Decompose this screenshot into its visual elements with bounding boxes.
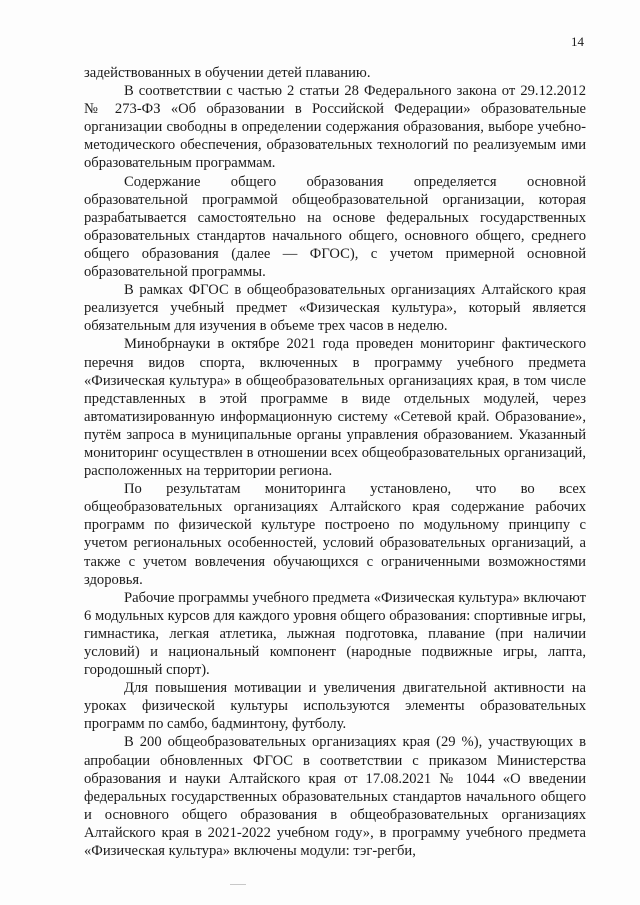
paragraph-approbation: В 200 общеобразовательных организациях края (29 %), участвующих в апробации обновленных ФГОС в соответствии с приказом Министерства образования и науки Алтайского края от 17.08.2021 № 1044 «О введении федеральных государственных образовательных стандартов начального общего и основного общего образования в общеобразовательных организациях Алтайского края в 2021-2022 учебном году», в программу учебного предмета «Физическая культура» включены модули: тэг-регби, <box>84 734 586 860</box>
paragraph-monitoring: Минобрнауки в октябре 2021 года проведен мониторинг фактического перечня видов спорта, включенных в программу учебного предмета «Физическая культура» в общеобразовательных организациях края, в том числе представленных в этой программе в виде отдельных модулей, через автоматизированную информационную систему «Сетевой край. Образование», путём запроса в муниципальные органы управления образованием. Указанный мониторинг осуществлен в отношении всех общеобразовательных организаций, расположенных на территории региона. <box>84 336 586 480</box>
document-body <box>84 64 586 860</box>
paragraph-motivation: Для повышения мотивации и увеличения двигательной активности на уроках физической культуры используются элементы образовательных программ по самбо, бадминтону, футболу. <box>84 680 586 733</box>
paragraph-content-of-education: Содержание общего образования определяется основной образовательной программой общеобразовательной организации, которая разрабатывается самостоятельно на основе федеральных государственных образовательных стандартов начального общего, основного общего, среднего общего образования (далее — ФГОС), с учетом примерной основной образовательной программы. <box>84 173 586 281</box>
scan-mark <box>230 884 246 885</box>
paragraph-monitoring-results: По результатам мониторинга установлено, что во всех общеобразовательных организациях Алтайского края содержание рабочих программ по физической культуре построено по модульному принципу с учетом региональных особенностей, условий образовательных организаций, а также с учетом вовлечения обучающихся с ограниченными возможностями здоровья. <box>84 481 586 588</box>
paragraph-fgos-subject: В рамках ФГОС в общеобразовательных организациях Алтайского края реализуется учебный предмет «Физическая культура», который является обязательным для изучения в объеме трех часов в неделю. <box>84 282 586 335</box>
page-number: 14 <box>571 34 584 49</box>
paragraph-federal-law: В соответствии с частью 2 статьи 28 Федерального закона от 29.12.2012 № 273-ФЗ «Об образовании в Российской Федерации» образовательные организации свободны в определении содержания образования, выборе учебно-методического обеспечения, образовательных технологий по реализуемым ими образовательным программам. <box>84 83 586 172</box>
paragraph-continuation: задействованных в обучении детей плаванию. <box>84 65 371 81</box>
paragraph-work-programs: Рабочие программы учебного предмета «Физическая культура» включают 6 модульных курсов для каждого уровня общего образования: спортивные игры, гимнастика, легкая атлетика, лыжная подготовка, плавание (при наличии условий) и национальный компонент (народные подвижные игры, лапта, городошный спорт). <box>84 589 586 679</box>
